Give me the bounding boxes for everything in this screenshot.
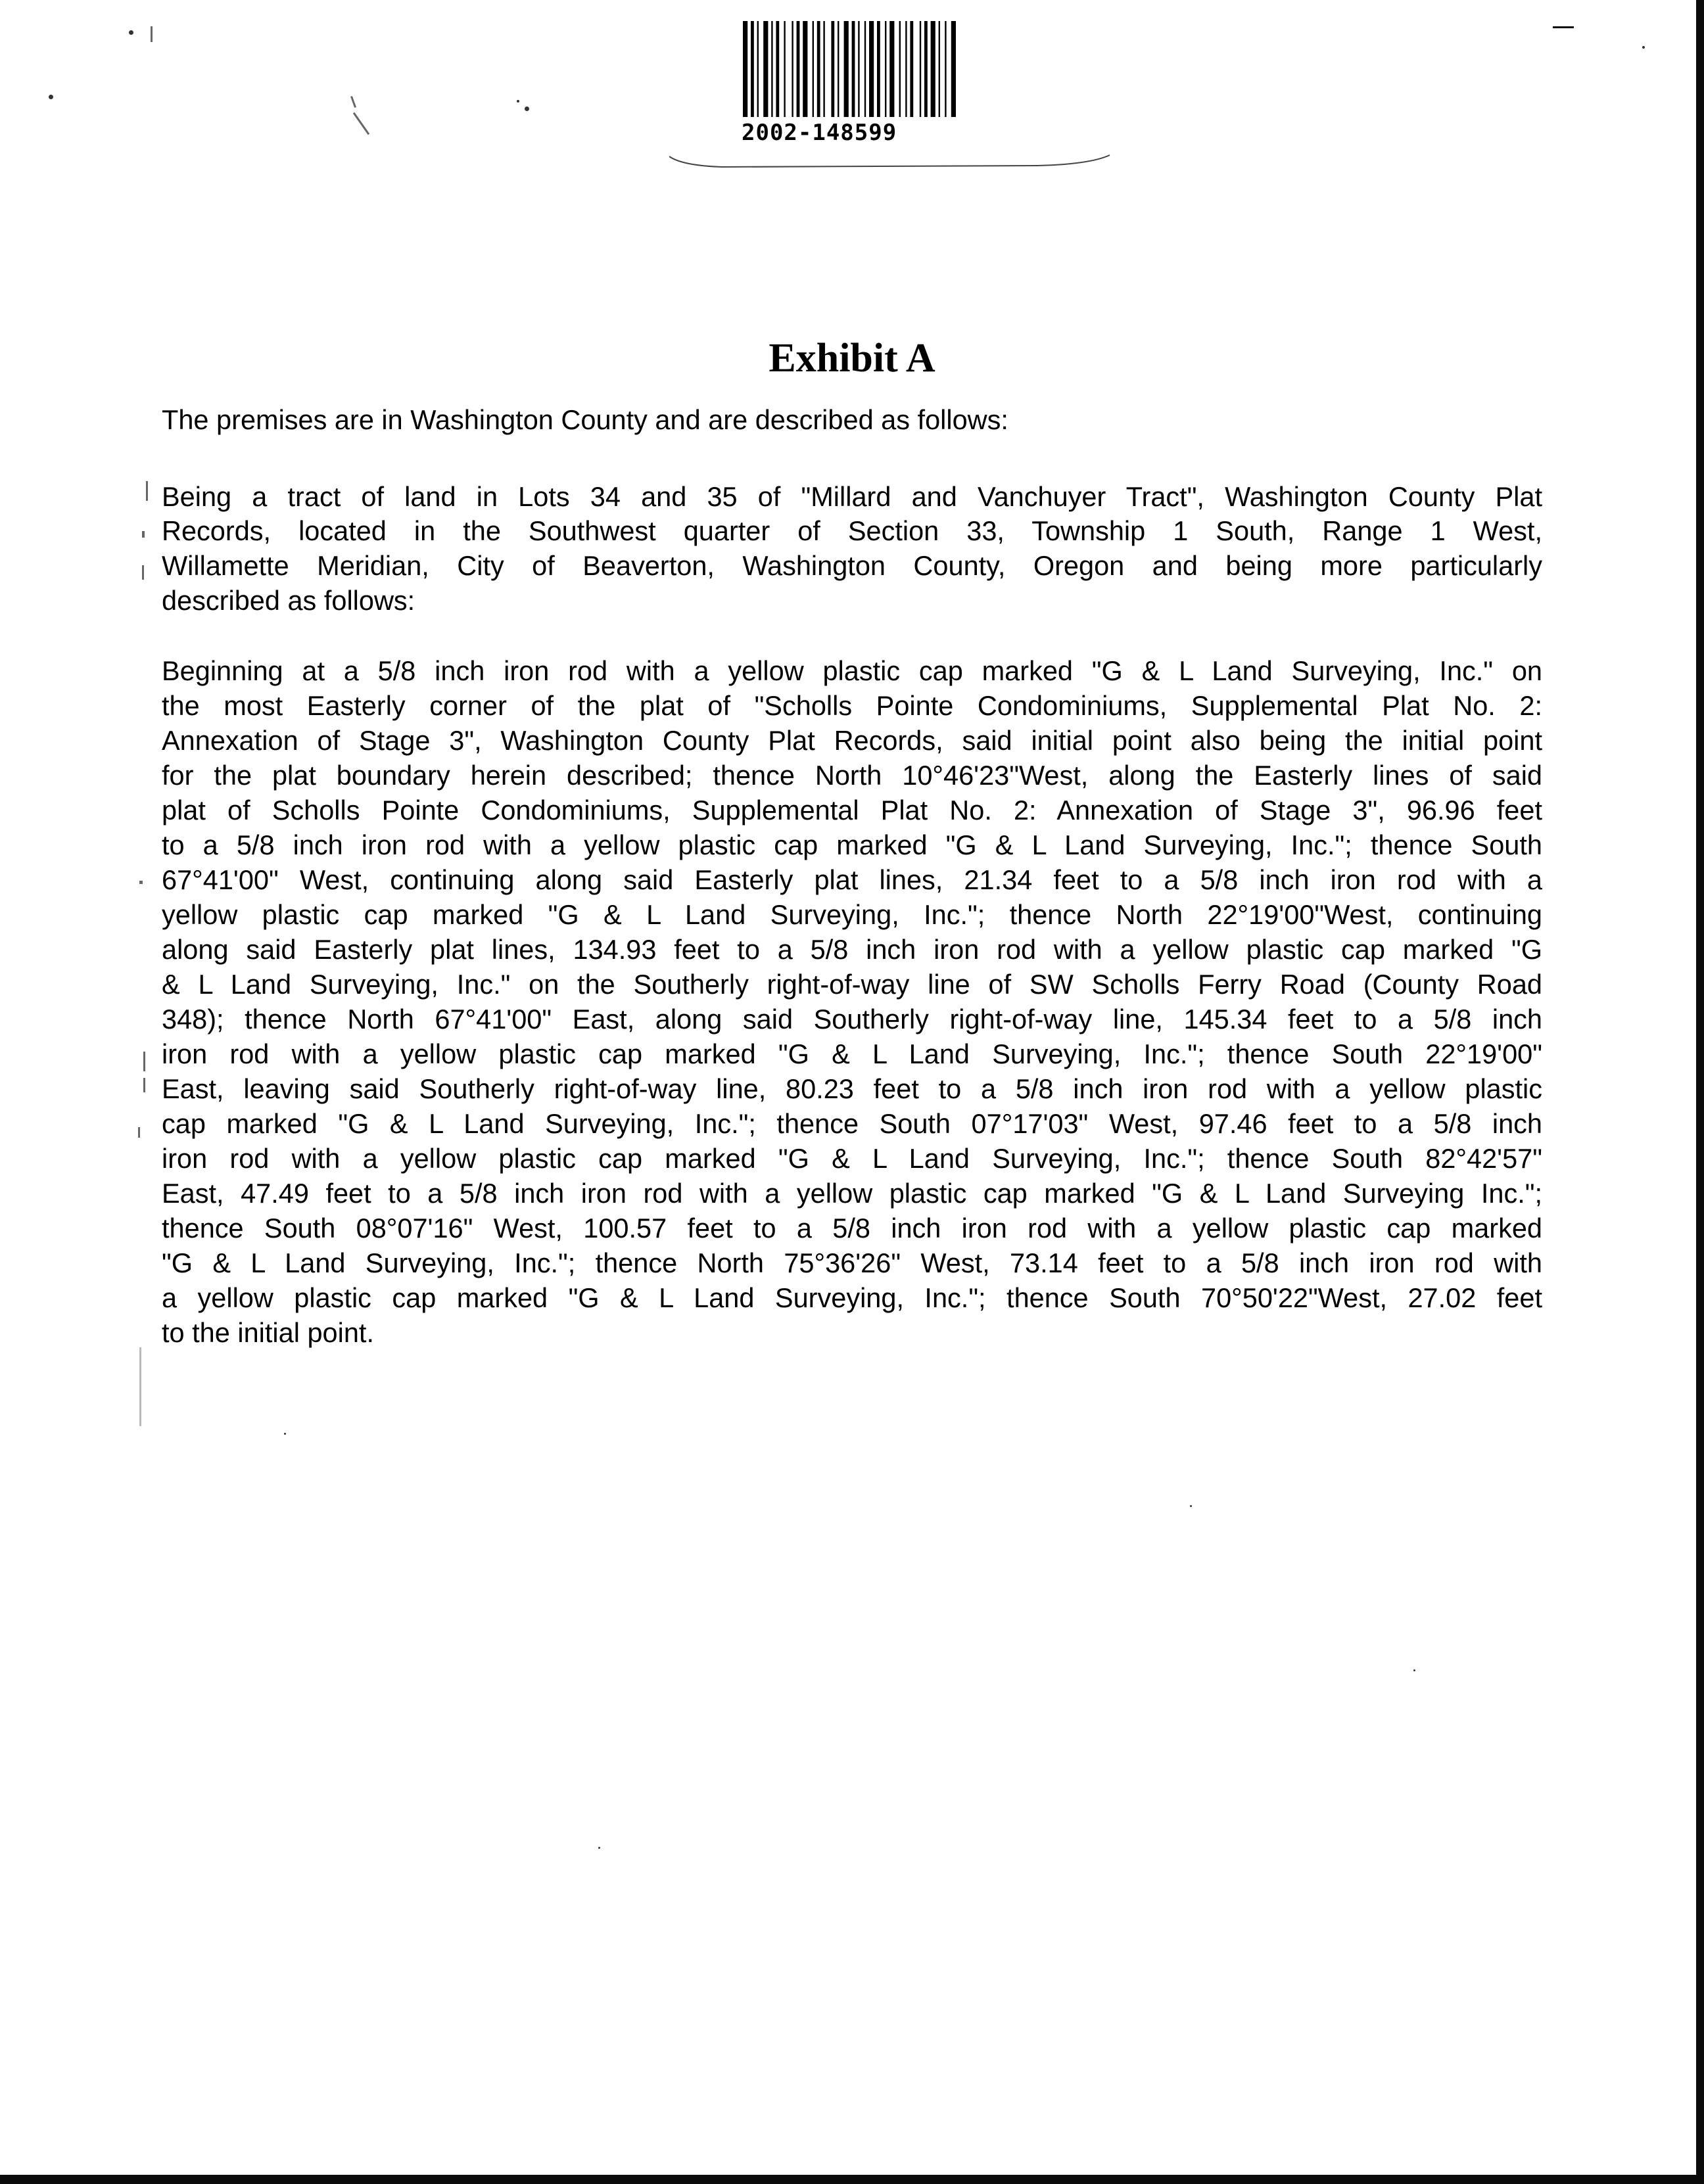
barcode-bar xyxy=(951,21,956,117)
paragraph-line: Being a tract of land in Lots 34 and 35 of "Millard and Vanchuyer Tract", Washington County Plat xyxy=(162,481,1542,512)
barcode-bar xyxy=(763,21,768,117)
barcode-number: 2002-148599 xyxy=(742,120,897,146)
barcode-bar xyxy=(803,21,807,117)
paragraph-line: & L Land Surveying, Inc." on the Southerly right-of-way line of SW Scholls Ferry Road (County Road xyxy=(162,969,1542,1000)
barcode-bar xyxy=(858,21,859,117)
barcode-bar xyxy=(877,21,880,117)
barcode-bar xyxy=(869,21,874,117)
paragraph-line: Beginning at a 5/8 inch iron rod with a yellow plastic cap marked "G & L Land Surveying, Inc." on xyxy=(162,655,1542,686)
scan-mark xyxy=(143,1052,145,1071)
paragraph-line: Records, located in the Southwest quarter of Section 33, Township 1 South, Range 1 West, xyxy=(162,515,1542,546)
paragraph-line: a yellow plastic cap marked "G & L Land Surveying, Inc."; thence South 70°50'22"West, 27.02 feet xyxy=(162,1282,1542,1313)
barcode-bar xyxy=(784,21,785,117)
barcode-bar xyxy=(757,21,759,117)
barcode-bar xyxy=(817,21,820,117)
paragraph-line: 67°41'00" West, continuing along said Easterly plat lines, 21.34 feet to a 5/8 inch iron rod with a xyxy=(162,864,1542,895)
paragraph-line: to the initial point. xyxy=(162,1317,374,1348)
barcode-bar xyxy=(838,21,839,117)
scan-speck xyxy=(284,1433,286,1435)
paragraph-line: "G & L Land Surveying, Inc."; thence North 75°36'26" West, 73.14 feet to a 5/8 inch iron rod with xyxy=(162,1247,1542,1278)
scan-mark xyxy=(139,881,143,884)
scan-mark xyxy=(142,531,145,538)
paragraph-line: East, 47.49 feet to a 5/8 inch iron rod with a yellow plastic cap marked "G & L Land Surveying Inc."; xyxy=(162,1178,1542,1209)
scan-speck xyxy=(49,95,53,99)
exhibit-title: Exhibit A xyxy=(769,336,935,381)
paragraph-line: plat of Scholls Pointe Condominiums, Supplemental Plat No. 2: Annexation of Stage 3", 96.96 feet xyxy=(162,795,1542,825)
barcode-bar xyxy=(931,21,935,117)
scan-mark xyxy=(142,565,144,580)
barcode-bar xyxy=(945,21,946,117)
barcode-bar xyxy=(899,21,901,117)
paragraph-line: cap marked "G & L Land Surveying, Inc."; thence South 07°17'03" West, 97.46 feet to a 5/8 inch xyxy=(162,1108,1542,1139)
barcode-bar xyxy=(792,21,793,117)
scan-speck xyxy=(1642,46,1645,49)
scan-mark xyxy=(138,1127,140,1138)
scan-mark xyxy=(139,1347,141,1426)
barcode-bar xyxy=(939,21,940,117)
paragraph-line: yellow plastic cap marked "G & L Land Surveying, Inc."; thence North 22°19'00"West, continuing xyxy=(162,899,1542,930)
intro-text: The premises are in Washington County and are described as follows: xyxy=(162,404,1008,435)
paragraph-line: iron rod with a yellow plastic cap marked "G & L Land Surveying, Inc."; thence South 22°19'00" xyxy=(162,1038,1542,1069)
barcode-bar xyxy=(831,21,834,117)
paragraph-line: for the plat boundary herein described; thence North 10°46'23"West, along the Easterly lines of said xyxy=(162,760,1542,791)
paragraph-line: 348); thence North 67°41'00" East, along said Southerly right-of-way line, 145.34 feet to a 5/8 inch xyxy=(162,1004,1542,1034)
barcode-bar xyxy=(864,21,866,117)
scan-speck xyxy=(1190,1505,1192,1507)
paragraph-line: iron rod with a yellow plastic cap marked "G & L Land Surveying, Inc."; thence South 82°42'57" xyxy=(162,1143,1542,1174)
scan-speck xyxy=(1413,1669,1415,1671)
scan-speck xyxy=(517,100,519,103)
barcode-bar xyxy=(776,21,779,117)
paragraph-line: along said Easterly plat lines, 134.93 feet to a 5/8 inch iron rod with a yellow plastic cap marked "G xyxy=(162,934,1542,965)
paragraph-line: thence South 08°07'16" West, 100.57 feet to a 5/8 inch iron rod with a yellow plastic cap marked xyxy=(162,1213,1542,1243)
barcode-bar xyxy=(771,21,772,117)
barcode-bar xyxy=(743,21,747,117)
scan-speck xyxy=(525,106,529,111)
barcode-bar xyxy=(885,21,886,117)
barcode-bar xyxy=(751,21,754,117)
barcode-bar xyxy=(852,21,855,117)
barcode-bar xyxy=(889,21,894,117)
barcode-bar xyxy=(813,21,814,117)
paragraph-line: the most Easterly corner of the plat of "Scholls Pointe Condominiums, Supplemental Plat No. 2: xyxy=(162,690,1542,721)
paragraph-line: Annexation of Stage 3", Washington County Plat Records, said initial point also being the initial point xyxy=(162,725,1542,756)
scan-mark xyxy=(350,96,356,108)
scan-mark xyxy=(151,26,153,42)
barcode xyxy=(742,20,1044,161)
paragraph-line: East, leaving said Southerly right-of-way line, 80.23 feet to a 5/8 inch iron rod with a yellow plastic xyxy=(162,1073,1542,1104)
barcode-image xyxy=(742,20,1044,118)
barcode-bar xyxy=(920,21,921,117)
scan-mark xyxy=(1553,26,1574,28)
barcode-underline xyxy=(669,151,1116,171)
barcode-bar xyxy=(797,21,800,117)
barcode-bar xyxy=(844,21,849,117)
scan-mark xyxy=(143,1078,145,1092)
scan-speck xyxy=(598,1847,600,1849)
barcode-bar xyxy=(823,21,824,117)
barcode-bar xyxy=(910,21,913,117)
scan-mark xyxy=(146,481,148,501)
paragraph-line: Willamette Meridian, City of Beaverton, Washington County, Oregon and being more particularly xyxy=(162,550,1542,581)
barcode-bar xyxy=(905,21,907,117)
paragraph-line: described as follows: xyxy=(162,585,415,616)
paragraph-line: to a 5/8 inch iron rod with a yellow plastic cap marked "G & L Land Surveying, Inc."; thence South xyxy=(162,829,1542,860)
scan-speck xyxy=(129,30,133,35)
barcode-bar xyxy=(924,21,928,117)
scan-mark xyxy=(353,112,369,135)
